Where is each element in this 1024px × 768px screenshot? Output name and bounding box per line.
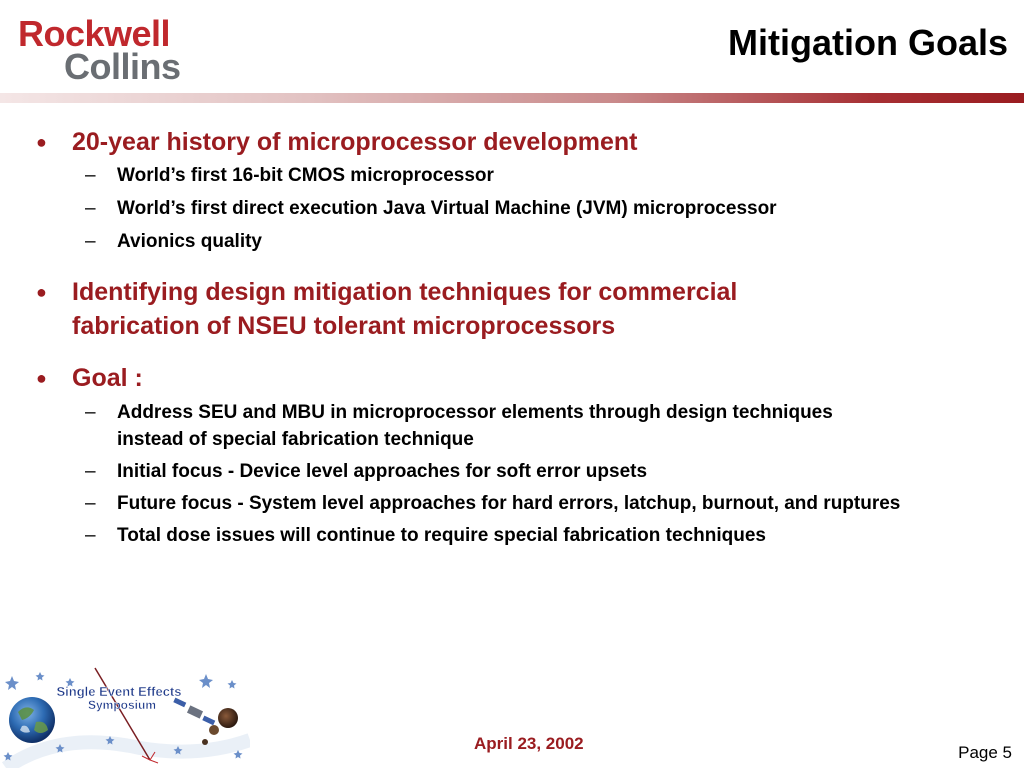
logo-word-collins: Collins — [64, 46, 181, 87]
sub-bullet — [32, 522, 952, 549]
symposium-title-line1: Single Event Effects — [56, 684, 182, 699]
symposium-logo — [0, 660, 250, 768]
bullet-dot-icon: ● — [36, 282, 47, 302]
presentation-date: April 23, 2002 — [474, 734, 584, 753]
bullet-identifying — [32, 275, 872, 343]
page-number: Page 5 — [958, 743, 1012, 762]
title-divider — [0, 93, 1024, 103]
symposium-title-line2: Symposium — [87, 698, 157, 712]
bullet-goal — [32, 361, 952, 395]
dash-icon: – — [85, 231, 96, 252]
slide-title: Mitigation Goals — [727, 22, 1008, 63]
slide-content — [32, 125, 952, 549]
sub-bullet — [32, 162, 952, 189]
sub-bullet-text: Initial focus - Device level approaches for soft error upsets — [117, 461, 648, 482]
dash-icon: – — [85, 493, 96, 514]
sub-bullet — [32, 195, 952, 222]
bullet-history — [32, 125, 952, 159]
sub-bullet-text: World’s first direct execution Java Virtual Machine (JVM) microprocessor — [117, 198, 777, 219]
sub-bullet — [32, 228, 952, 255]
dash-icon: – — [85, 198, 96, 219]
bullet-text: Identifying design mitigation techniques for commercial fabrication of NSEU tolerant microprocessors — [72, 278, 738, 340]
dash-icon: – — [85, 402, 96, 423]
sub-bullet — [32, 399, 872, 453]
bullet-text: 20-year history of microprocessor development — [72, 128, 638, 156]
rockwell-collins-logo — [18, 13, 208, 87]
earth-icon — [9, 697, 55, 743]
sub-bullet-text: Avionics quality — [117, 231, 262, 252]
bullet-dot-icon: ● — [36, 132, 47, 152]
dash-icon: – — [85, 525, 96, 546]
sub-bullet-text: World’s first 16-bit CMOS microprocessor — [117, 165, 494, 186]
sub-bullet — [32, 458, 952, 485]
sub-bullet-text: Address SEU and MBU in microprocessor elements through design techniques instead of special fabrication technique — [117, 402, 833, 450]
logo-word-rockwell: Rockwell — [18, 13, 171, 54]
bullet-text: Goal : — [72, 364, 143, 392]
sub-bullet-text: Future focus - System level approaches for hard errors, latchup, burnout, and ruptures — [117, 493, 901, 514]
bullet-dot-icon: ● — [36, 368, 47, 388]
sub-bullet-text: Total dose issues will continue to require special fabrication techniques — [117, 525, 766, 546]
satellite-icon — [173, 698, 215, 726]
dash-icon: – — [85, 461, 96, 482]
sub-bullet — [32, 490, 922, 517]
dash-icon: – — [85, 165, 96, 186]
